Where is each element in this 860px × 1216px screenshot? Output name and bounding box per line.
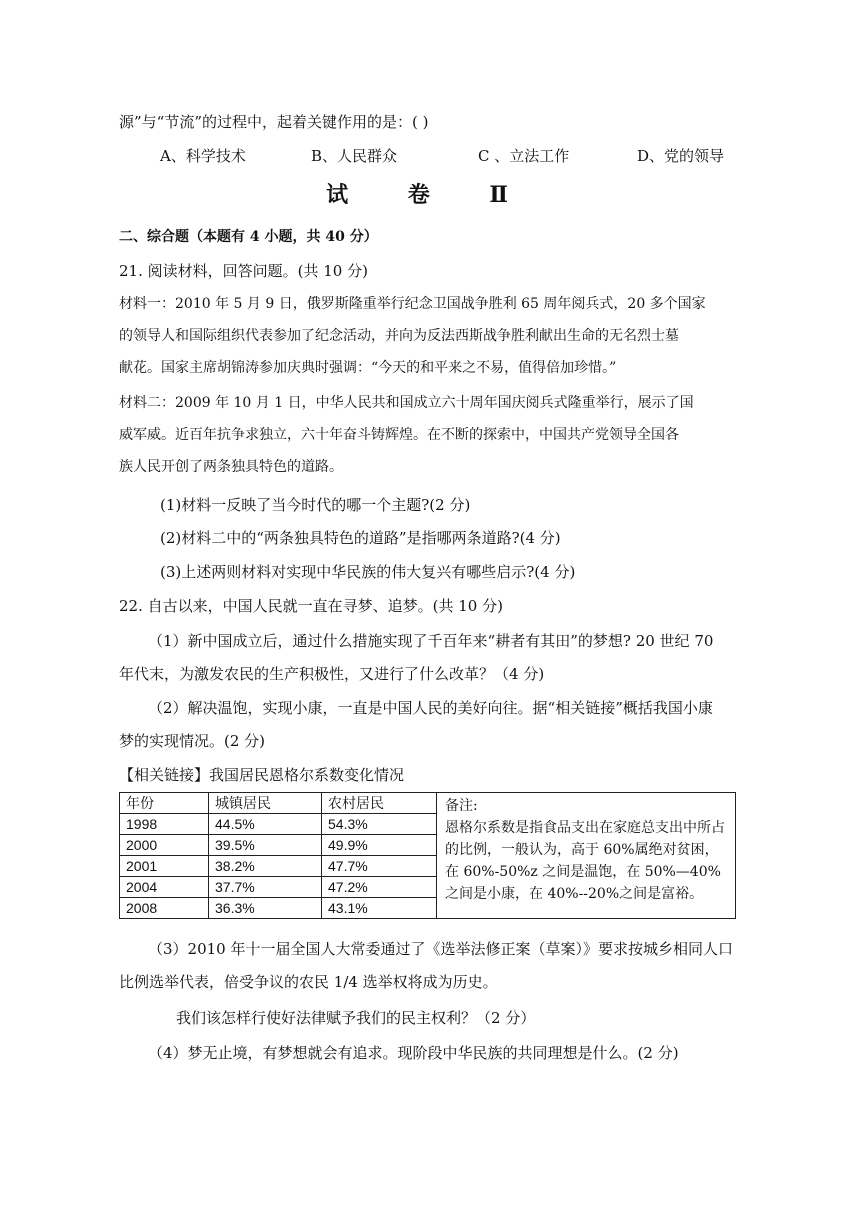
q22-stem: 22. 自古以来，中国人民就一直在寻梦、追梦。(共 10 分) — [119, 597, 503, 615]
cell-urban: 38.2% — [209, 856, 322, 877]
cell-year: 2001 — [120, 856, 209, 877]
q20-option-d: D、党的领导 — [637, 147, 725, 165]
note-text: 恩格尔系数是指食品支出在家庭总支出中所占的比例，一般认为，高于 60%属绝对贫困，在 60%-50%z 之间是温饱，在 50%—40%之间是小康，在 40%--20%之间是富裕。 — [445, 820, 725, 902]
cell-year: 2000 — [120, 835, 209, 856]
q21-sub2: (2)材料二中的“两条独具特色的道路”是指哪两条道路?(4 分) — [160, 529, 561, 547]
cell-urban: 39.5% — [209, 835, 322, 856]
cell-urban: 37.7% — [209, 877, 322, 898]
q21-material2-line2: 威军威。近百年抗争求独立，六十年奋斗铸辉煌。在不断的探索中，中国共产党领导全国各 — [119, 427, 679, 443]
header-urban: 城镇居民 — [209, 793, 322, 814]
header-rural: 农村居民 — [322, 793, 437, 814]
q21-material1-line3: 献花。国家主席胡锦涛参加庆典时强调：“今天的和平来之不易，值得倍加珍惜。” — [119, 360, 617, 376]
q22-sub3-line2: 比例选举代表，倍受争议的农民 1/4 选举权将成为历史。 — [119, 973, 498, 991]
section-heading: 二、综合题（本题有 4 小题，共 40 分） — [119, 229, 378, 245]
q20-option-c: C 、立法工作 — [478, 147, 570, 165]
paper-title: 试 卷 Ⅱ — [326, 182, 534, 208]
cell-rural: 54.3% — [322, 814, 437, 835]
table-note — [437, 793, 736, 919]
cell-year: 1998 — [120, 814, 209, 835]
link-title: 【相关链接】我国居民恩格尔系数变化情况 — [119, 766, 405, 784]
q22-sub2-line2: 梦的实现情况。(2 分) — [119, 732, 266, 750]
q21-sub1: (1)材料一反映了当今时代的哪一个主题?(2 分) — [160, 496, 471, 514]
q21-material1-line2: 的领导人和国际组织代表参加了纪念活动，并向为反法西斯战争胜利献出生命的无名烈士墓 — [119, 328, 679, 344]
q21-material2-line3: 族人民开创了两条独具特色的道路。 — [119, 459, 343, 475]
engel-table — [119, 792, 736, 919]
q22-sub1-line2: 年代末，为激发农民的生产积极性，又进行了什么改革？（4 分) — [119, 665, 545, 683]
q20-option-b: B、人民群众 — [311, 147, 398, 165]
q21-material1-line1: 材料一：2010 年 5 月 9 日，俄罗斯隆重举行纪念卫国战争胜利 65 周年阅兵式，20 多个国家 — [119, 296, 706, 312]
header-year: 年份 — [120, 793, 209, 814]
cell-rural: 47.2% — [322, 877, 437, 898]
q22-sub2-line1: （2）解决温饱，实现小康，一直是中国人民的美好向往。据“相关链接”概括我国小康 — [148, 699, 713, 717]
table-header-row — [120, 793, 736, 814]
cell-rural: 43.1% — [322, 898, 437, 919]
cell-rural: 49.9% — [322, 835, 437, 856]
cell-urban: 44.5% — [209, 814, 322, 835]
q20-option-a: A、科学技术 — [160, 147, 246, 165]
q22-sub3-question: 我们该怎样行使好法律赋予我们的民主权利？（2 分） — [176, 1009, 536, 1027]
q22-sub1-line1: （1）新中国成立后，通过什么措施实现了千百年来“耕者有其田”的梦想? 20 世纪 70 — [148, 632, 714, 650]
q22-sub4: （4）梦无止境，有梦想就会有追求。现阶段中华民族的共同理想是什么。(2 分) — [148, 1044, 679, 1062]
cell-urban: 36.3% — [209, 898, 322, 919]
q22-sub3-line1: （3）2010 年十一届全国人大常委通过了《选举法修正案（草案）》要求按城乡相同人口 — [148, 940, 733, 958]
note-label: 备注: — [445, 798, 478, 814]
q21-stem: 21. 阅读材料，回答问题。(共 10 分) — [119, 262, 368, 280]
cell-year: 2004 — [120, 877, 209, 898]
q21-material2-line1: 材料二：2009 年 10 月 1 日，中华人民共和国成立六十周年国庆阅兵式隆重举行，展示了国 — [119, 395, 694, 411]
q21-sub3: (3)上述两则材料对实现中华民族的伟大复兴有哪些启示?(4 分) — [160, 563, 576, 581]
q20-stem-tail: 源”与“节流”的过程中，起着关键作用的是：( ) — [119, 113, 429, 131]
cell-rural: 47.7% — [322, 856, 437, 877]
cell-year: 2008 — [120, 898, 209, 919]
